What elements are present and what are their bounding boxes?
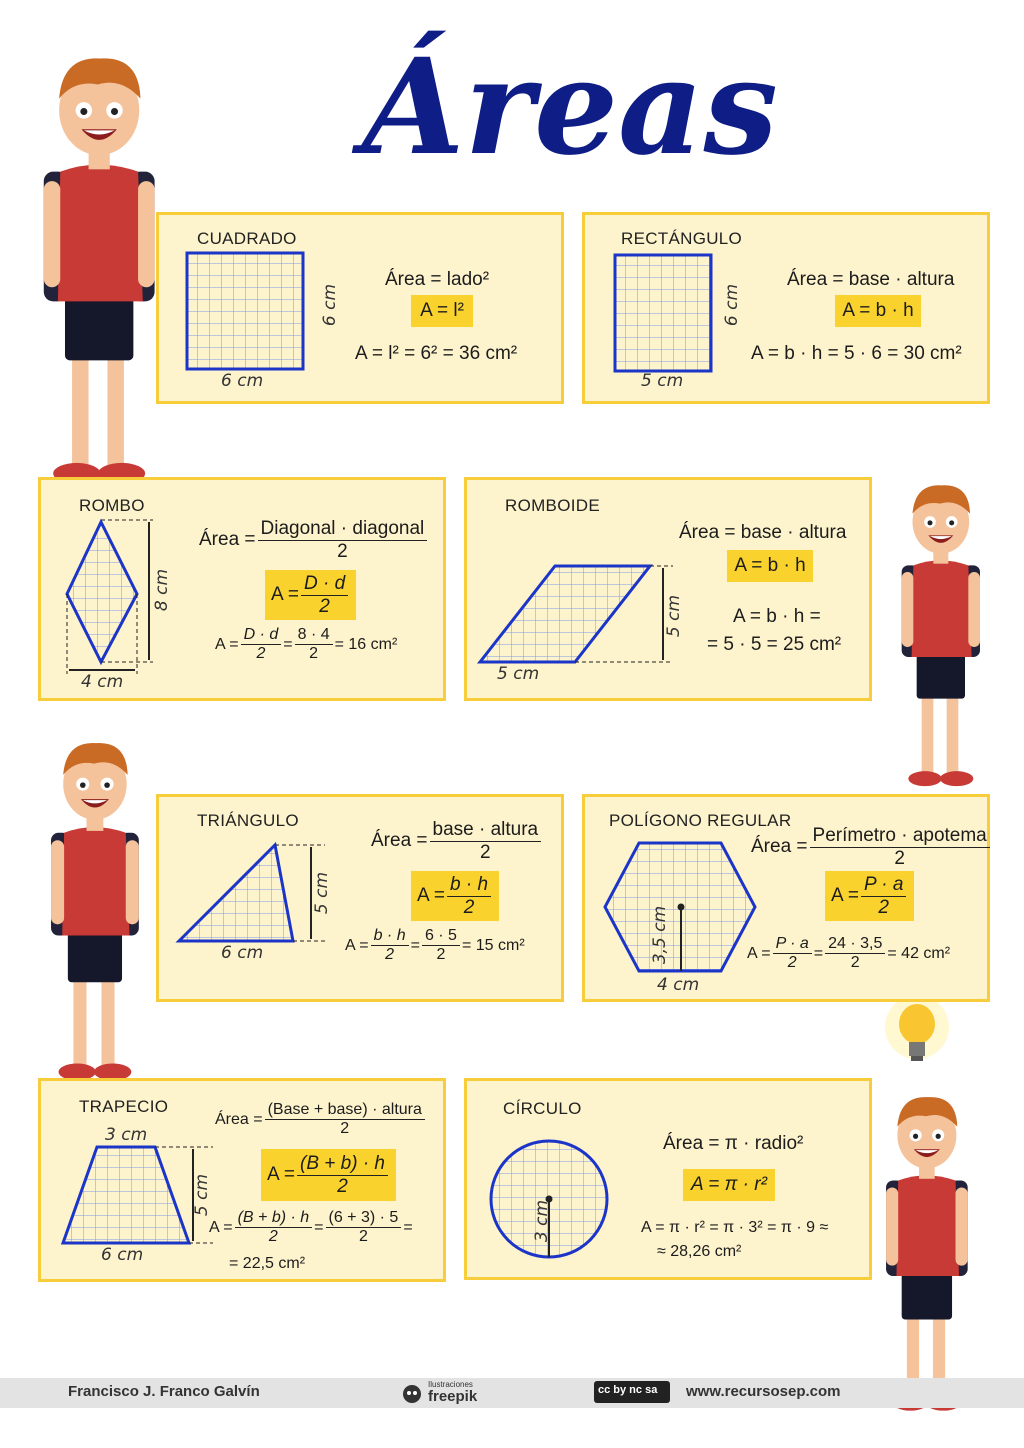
card-title: CÍRCULO	[503, 1099, 582, 1118]
card-title: ROMBO	[79, 496, 145, 515]
triangle-shape	[175, 841, 335, 945]
side-label: 6 cm	[320, 283, 341, 327]
example: A = $\frac{b \cdot h}{2}$ = $\frac{6 \cdot 5}{2}$ = 15 cm²	[345, 927, 525, 964]
side-label: 4 cm	[657, 975, 700, 995]
card-cuadrado	[156, 212, 564, 404]
bottom-label: 5 cm	[641, 371, 684, 391]
website-link[interactable]: www.recursosep.com	[686, 1383, 841, 1400]
card-rectangulo	[582, 212, 990, 404]
example-result: = 22,5 cm²	[229, 1255, 306, 1272]
card-romboide	[464, 477, 872, 701]
area-definition: Área = $\frac{\text{Diagonal · diagonal}}{2}$	[199, 518, 429, 563]
bottom-label: 6 cm	[101, 1245, 144, 1265]
card-circulo	[464, 1078, 872, 1280]
author: Francisco J. Franco Galvín	[68, 1383, 260, 1400]
formula: A = $\frac{(B + b) \cdot h}{2}$	[261, 1149, 396, 1201]
rectangle-shape	[613, 253, 715, 375]
footer	[0, 1378, 1024, 1408]
example: A = $\frac{D \cdot d}{2}$ = $\frac{8 \cdot 4}{2}$ = 16 cm²	[215, 626, 398, 663]
side-label: 5 cm	[664, 594, 685, 638]
formula: A = b · h	[727, 550, 813, 582]
area-definition: Área = $\frac{\text{Perímetro · apotema}}{2}$	[751, 825, 992, 870]
card-trapecio	[38, 1078, 446, 1282]
card-title: CUADRADO	[197, 229, 297, 248]
square-shape	[185, 251, 309, 375]
bottom-label: 6 cm	[221, 371, 264, 391]
area-definition: Área = $\frac{\text{base · altura}}{2}$	[371, 819, 543, 864]
top-label: 3 cm	[105, 1125, 148, 1145]
freepik-label: freepik	[428, 1388, 478, 1405]
example-line-1: A = b · h =	[733, 606, 821, 627]
area-definition: Área = base · altura	[787, 269, 955, 290]
rhombus-shape	[61, 514, 201, 684]
card-title: TRIÁNGULO	[197, 811, 299, 830]
formula: A = π · r²	[683, 1169, 775, 1201]
radius-label: 3 cm	[532, 1199, 553, 1243]
boy-waving-illustration	[18, 42, 178, 490]
example-line-2: = 5 · 5 = 25 cm²	[707, 634, 842, 655]
card-title: RECTÁNGULO	[621, 229, 743, 248]
cc-license-badge: cc by nc sa	[594, 1381, 670, 1403]
formula: A = $\frac{D \cdot d}{2}$	[265, 570, 356, 620]
bottom-label: 5 cm	[497, 664, 540, 684]
boy-pointing-illustration	[890, 462, 990, 802]
formula: A = l²	[411, 295, 473, 327]
illustrations-label: Ilustraciones	[428, 1380, 473, 1389]
card-rombo	[38, 477, 446, 701]
area-definition: Área = base · altura	[679, 522, 847, 543]
example: A = $\frac{P \cdot a}{2}$ = $\frac{24 \cdot 3,5}{2}$ = 42 cm²	[747, 935, 951, 972]
freepik-logo-icon	[400, 1382, 424, 1404]
card-title: TRAPECIO	[79, 1097, 169, 1116]
example-line-2: ≈ 28,26 cm²	[657, 1243, 742, 1260]
example: A = l² = 6² = 36 cm²	[355, 343, 518, 364]
formula: A = b · h	[835, 295, 921, 327]
apothem-label: 3,5 cm	[650, 905, 671, 965]
bottom-label: 6 cm	[221, 943, 264, 963]
area-definition: Área = $\frac{\text{(Base + base) · altura}}{2}$	[215, 1101, 427, 1139]
example: A = b · h = 5 · 6 = 30 cm²	[751, 343, 962, 364]
formula: A = $\frac{P \cdot a}{2}$	[825, 871, 914, 921]
card-triangulo	[156, 794, 564, 1002]
example: A = $\frac{(B + b) \cdot h}{2}$ = $\frac{(6 + 3) \cdot 5}{2}$ =	[209, 1209, 413, 1246]
lightbulb-icon	[882, 992, 952, 1072]
area-definition: Área = π · radio²	[663, 1133, 804, 1154]
boy-happy-illustration	[866, 1085, 986, 1415]
example-line-1: A = π · r² = π · 3² = π · 9 ≈	[641, 1219, 829, 1236]
card-title: POLÍGONO REGULAR	[609, 811, 792, 830]
card-title: ROMBOIDE	[505, 496, 600, 515]
page-title: Áreas	[362, 30, 778, 185]
boy-winking-illustration	[34, 730, 154, 1085]
parallelogram-shape	[475, 560, 685, 670]
side-label: 5 cm	[312, 871, 333, 915]
card-poligono-regular	[582, 794, 990, 1002]
side-label: 6 cm	[722, 283, 743, 327]
side-label: 5 cm	[192, 1173, 213, 1217]
area-definition: Área = lado²	[385, 269, 490, 290]
hexagon-shape	[601, 837, 761, 977]
side-label: 8 cm	[152, 568, 173, 612]
bottom-label: 4 cm	[81, 672, 124, 692]
formula: A = $\frac{b \cdot h}{2}$	[411, 871, 499, 921]
